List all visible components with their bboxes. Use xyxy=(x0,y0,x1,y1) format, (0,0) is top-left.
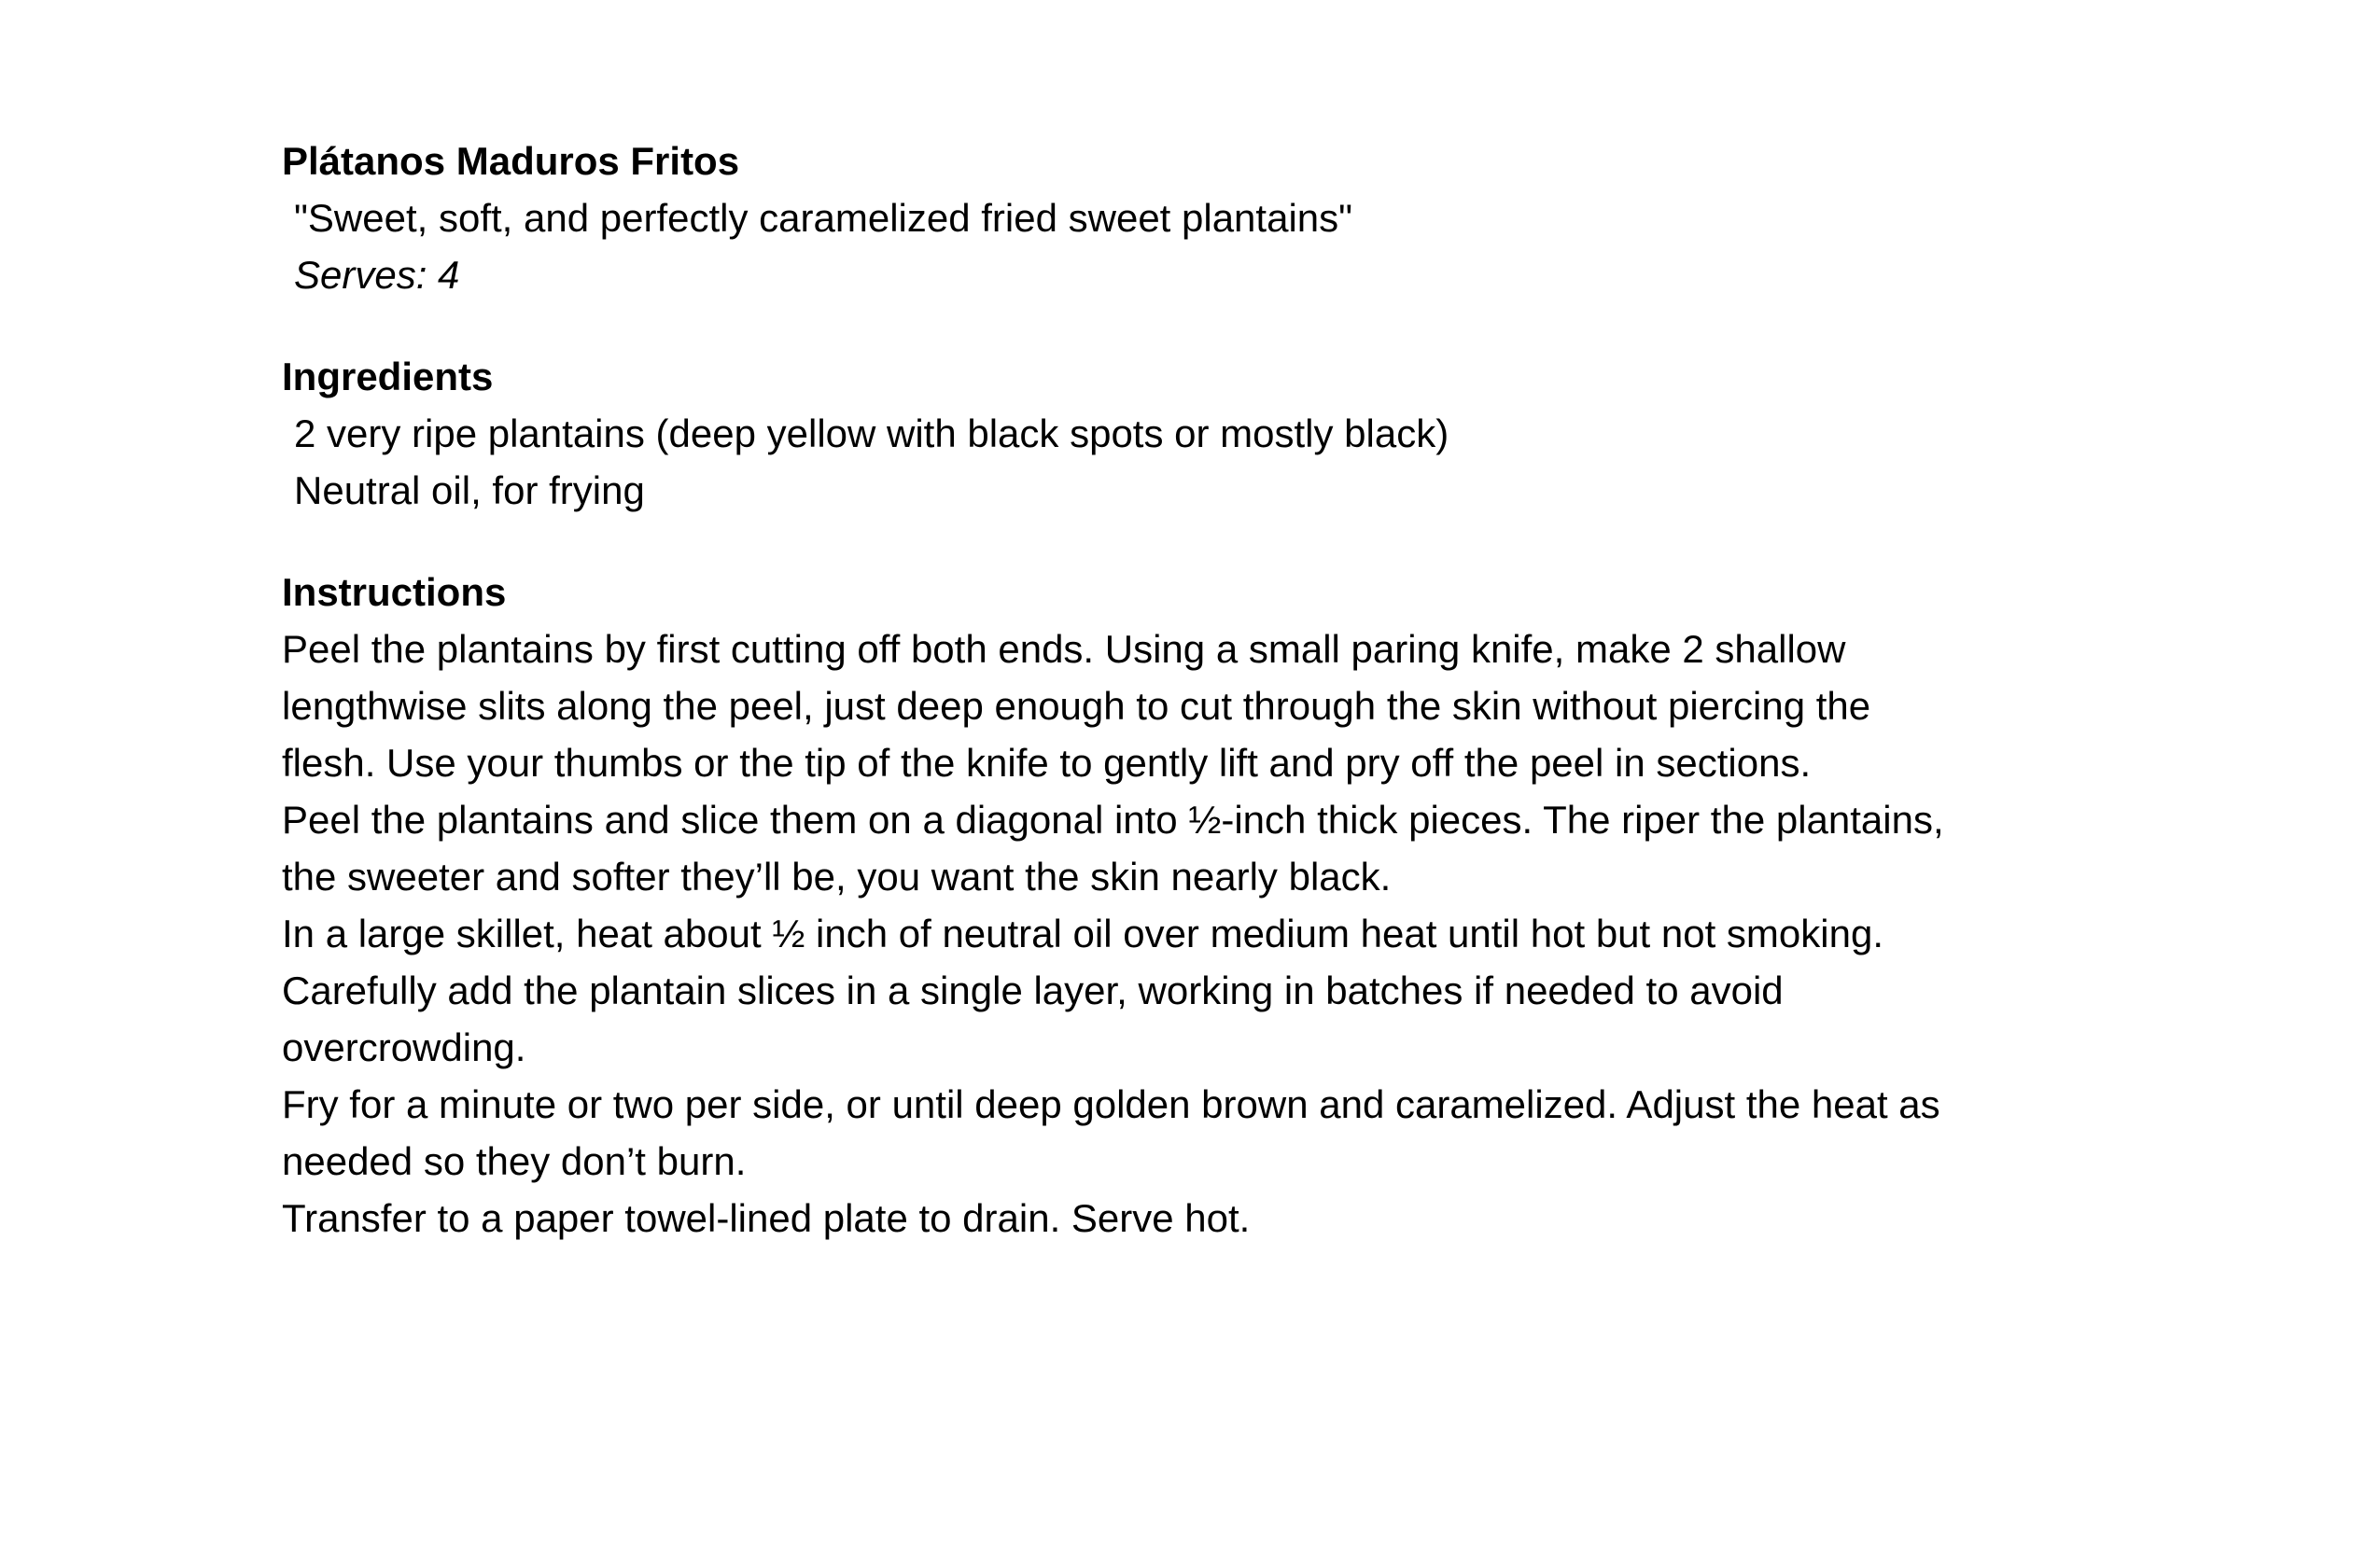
instruction-line: Carefully add the plantain slices in a single layer, working in batches if needed to avoid xyxy=(282,969,1784,1012)
instruction-line: In a large skillet, heat about ½ inch of neutral oil over medium heat until hot but not smoking. xyxy=(282,912,1883,955)
instruction-line: overcrowding. xyxy=(282,1025,526,1069)
recipe-serves: Serves: 4 xyxy=(294,253,460,297)
recipe-title: Plátanos Maduros Fritos xyxy=(282,139,740,183)
instruction-line: needed so they don’t burn. xyxy=(282,1139,747,1183)
instruction-line: the sweeter and softer they’ll be, you want the skin nearly black. xyxy=(282,855,1392,899)
instruction-line: lengthwise slits along the peel, just deep enough to cut through the skin without piercing the xyxy=(282,684,1871,728)
instruction-line: Peel the plantains and slice them on a diagonal into ½-inch thick pieces. The riper the plantains, xyxy=(282,798,1944,842)
instruction-line: Peel the plantains by first cutting off both ends. Using a small paring knife, make 2 shallow xyxy=(282,627,1846,671)
instruction-step xyxy=(282,1076,2149,1190)
instruction-step xyxy=(282,1190,2149,1247)
ingredient-item: 2 very ripe plantains (deep yellow with black spots or mostly black) xyxy=(294,411,1449,455)
recipe-document xyxy=(282,132,2149,1247)
instruction-step xyxy=(282,905,2149,1076)
ingredient-item: Neutral oil, for frying xyxy=(294,468,645,512)
instruction-line: Fry for a minute or two per side, or until deep golden brown and caramelized. Adjust the heat as xyxy=(282,1082,1940,1126)
ingredients-heading: Ingredients xyxy=(282,355,494,398)
instruction-line: flesh. Use your thumbs or the tip of the knife to gently lift and pry off the peel in sections. xyxy=(282,741,1812,785)
recipe-tagline: "Sweet, soft, and perfectly caramelized fried sweet plantains" xyxy=(294,196,1353,240)
instructions-heading: Instructions xyxy=(282,570,507,614)
instruction-step xyxy=(282,620,2149,905)
instruction-line: Transfer to a paper towel-lined plate to drain. Serve hot. xyxy=(282,1196,1251,1240)
